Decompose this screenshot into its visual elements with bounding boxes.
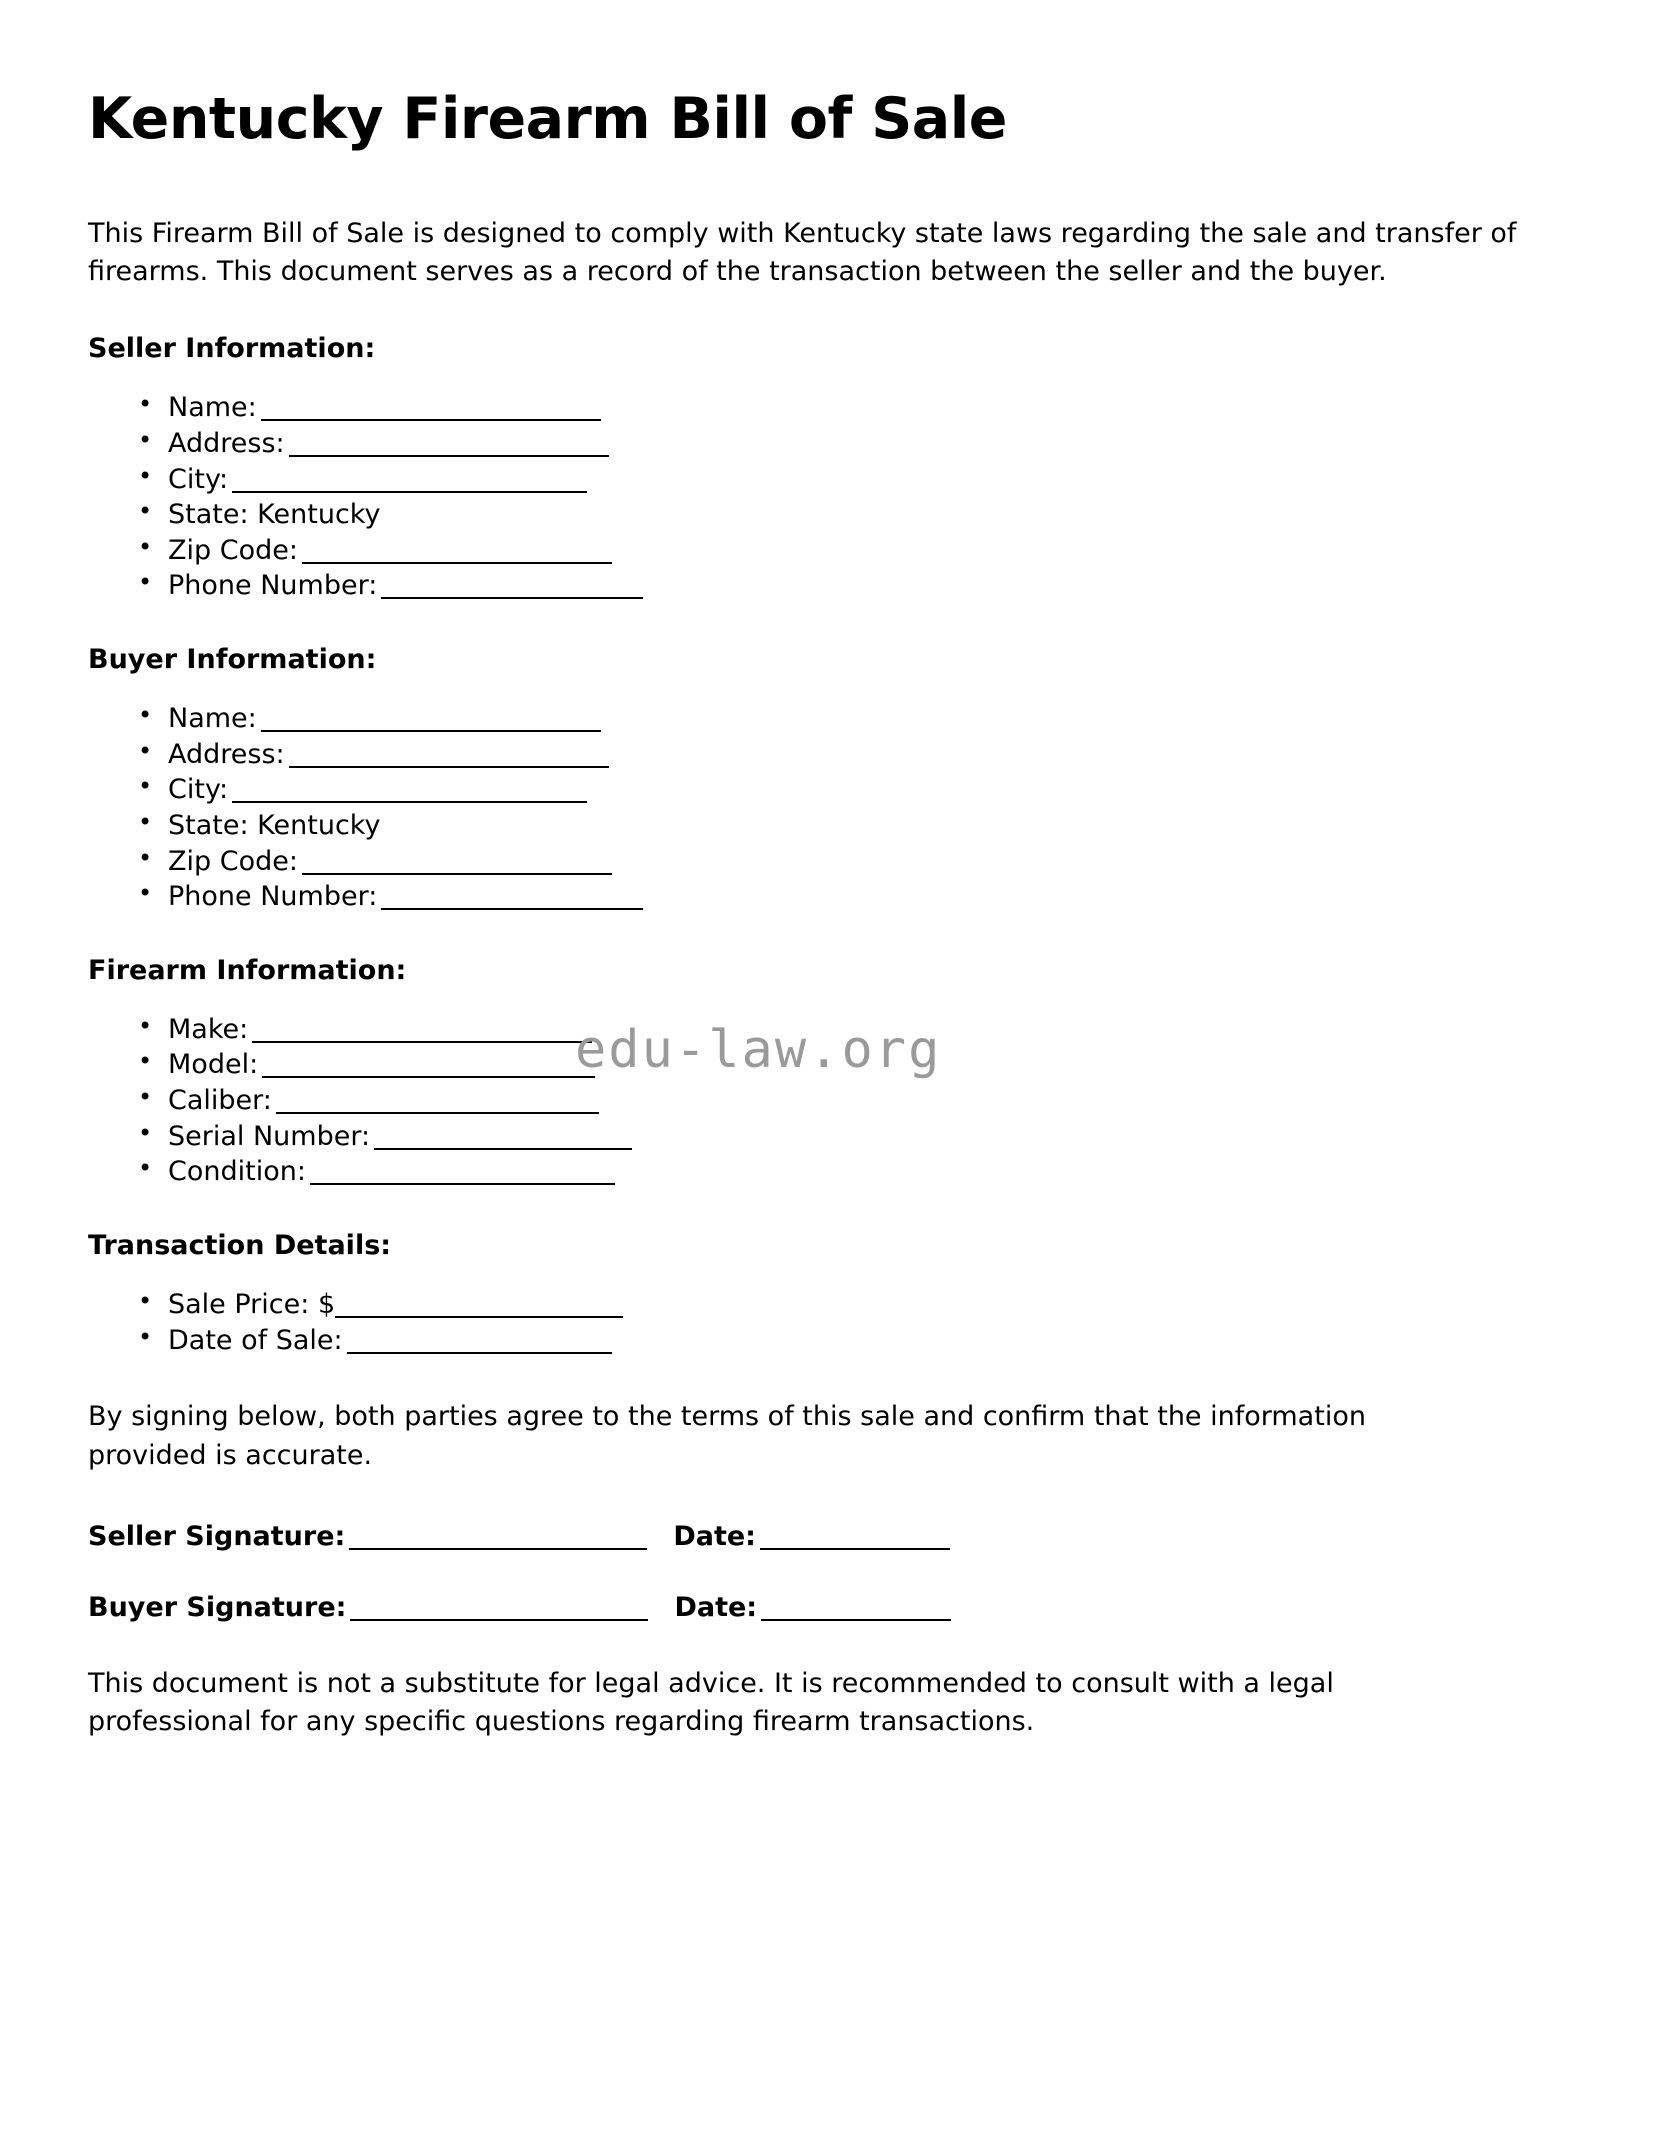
field-label-caliber: Caliber: bbox=[168, 1085, 272, 1117]
list-item bbox=[88, 426, 1546, 462]
buyer-date-input[interactable] bbox=[761, 1619, 951, 1621]
list-item bbox=[88, 1012, 1546, 1048]
seller-address-input[interactable] bbox=[289, 455, 609, 457]
list-item bbox=[88, 533, 1546, 569]
buyer-signature-row bbox=[88, 1592, 1546, 1623]
list-item bbox=[88, 1119, 1546, 1155]
field-label-buyer-address: Address: bbox=[168, 738, 285, 770]
field-label-date-of-sale: Date of Sale: bbox=[168, 1324, 343, 1356]
field-label-sale-price: Sale Price: bbox=[168, 1288, 310, 1320]
buyer-information-heading: Buyer Information: bbox=[88, 644, 377, 676]
list-item bbox=[88, 737, 1546, 773]
seller-information-heading: Seller Information: bbox=[88, 333, 376, 365]
field-label-seller-zip: Zip Code: bbox=[168, 534, 298, 566]
currency-symbol: $ bbox=[317, 1288, 336, 1320]
buyer-address-input[interactable] bbox=[289, 766, 609, 768]
list-item bbox=[88, 1323, 1546, 1359]
list-item bbox=[88, 1047, 1546, 1083]
firearm-information-heading: Firearm Information: bbox=[88, 954, 407, 986]
list-item bbox=[88, 1083, 1546, 1119]
page-title: Kentucky Firearm Bill of Sale bbox=[88, 86, 1007, 152]
seller-fields-list bbox=[88, 390, 1546, 604]
firearm-serial-input[interactable] bbox=[374, 1148, 632, 1150]
seller-state-value: Kentucky bbox=[257, 499, 381, 531]
field-label-model: Model: bbox=[168, 1049, 259, 1081]
buyer-signature-input[interactable] bbox=[350, 1619, 648, 1621]
buyer-phone-input[interactable] bbox=[381, 908, 643, 910]
transaction-fields-list bbox=[88, 1287, 1546, 1358]
field-label-condition: Condition: bbox=[168, 1156, 306, 1188]
seller-name-input[interactable] bbox=[261, 419, 601, 421]
buyer-signature-label: Buyer Signature: bbox=[88, 1591, 347, 1623]
firearm-fields-list bbox=[88, 1012, 1546, 1190]
field-label-buyer-city: City: bbox=[168, 774, 229, 806]
seller-signature-row bbox=[88, 1521, 1546, 1552]
firearm-caliber-input[interactable] bbox=[276, 1112, 599, 1114]
list-item bbox=[88, 879, 1546, 915]
field-label-buyer-zip: Zip Code: bbox=[168, 845, 298, 877]
field-label-seller-name: Name: bbox=[168, 392, 257, 424]
date-of-sale-input[interactable] bbox=[347, 1352, 612, 1354]
transaction-details-heading: Transaction Details: bbox=[88, 1229, 392, 1261]
disclaimer-paragraph: This document is not a substitute for legal advice. It is recommended to consult with a legal professional for any specific questions regarding firearm transactions. bbox=[88, 1667, 1334, 1738]
seller-zip-input[interactable] bbox=[302, 562, 612, 564]
list-item bbox=[88, 462, 1546, 498]
site-watermark: edu-law.org bbox=[575, 1020, 942, 1080]
field-label-make: Make: bbox=[168, 1013, 249, 1045]
list-item bbox=[88, 772, 1546, 808]
list-item bbox=[88, 844, 1546, 880]
sale-price-input[interactable] bbox=[335, 1316, 623, 1318]
buyer-name-input[interactable] bbox=[261, 730, 601, 732]
field-label-seller-city: City: bbox=[168, 463, 229, 495]
buyer-fields-list bbox=[88, 701, 1546, 915]
list-item bbox=[88, 701, 1546, 737]
seller-signature-input[interactable] bbox=[349, 1548, 647, 1550]
firearm-condition-input[interactable] bbox=[310, 1183, 615, 1185]
buyer-zip-input[interactable] bbox=[302, 873, 612, 875]
field-label-buyer-state: State: bbox=[168, 809, 249, 841]
seller-phone-input[interactable] bbox=[381, 597, 643, 599]
seller-signature-label: Seller Signature: bbox=[88, 1520, 346, 1552]
seller-date-input[interactable] bbox=[760, 1548, 950, 1550]
list-item bbox=[88, 390, 1546, 426]
buyer-date-label: Date: bbox=[674, 1591, 758, 1623]
firearm-make-input[interactable] bbox=[252, 1041, 592, 1043]
list-item bbox=[88, 808, 1546, 844]
field-label-buyer-phone: Phone Number: bbox=[168, 881, 378, 913]
seller-date-label: Date: bbox=[673, 1520, 756, 1552]
field-label-seller-state: State: bbox=[168, 499, 249, 531]
seller-city-input[interactable] bbox=[232, 491, 587, 493]
field-label-buyer-name: Name: bbox=[168, 703, 257, 735]
list-item bbox=[88, 1287, 1546, 1323]
agreement-paragraph: By signing below, both parties agree to the terms of this sale and confirm that the information provided is accurate. bbox=[88, 1401, 1366, 1471]
field-label-serial-number: Serial Number: bbox=[168, 1120, 371, 1152]
list-item bbox=[88, 568, 1546, 604]
buyer-state-value: Kentucky bbox=[257, 809, 381, 841]
field-label-seller-address: Address: bbox=[168, 427, 285, 459]
list-item bbox=[88, 497, 1546, 533]
firearm-model-input[interactable] bbox=[262, 1076, 595, 1078]
intro-paragraph: This Firearm Bill of Sale is designed to comply with Kentucky state laws regarding the sale and transfer of firearms. This document serves as a record of the transaction between the seller and the buyer. bbox=[88, 217, 1517, 288]
buyer-city-input[interactable] bbox=[232, 801, 587, 803]
field-label-seller-phone: Phone Number: bbox=[168, 570, 378, 602]
list-item bbox=[88, 1154, 1546, 1190]
